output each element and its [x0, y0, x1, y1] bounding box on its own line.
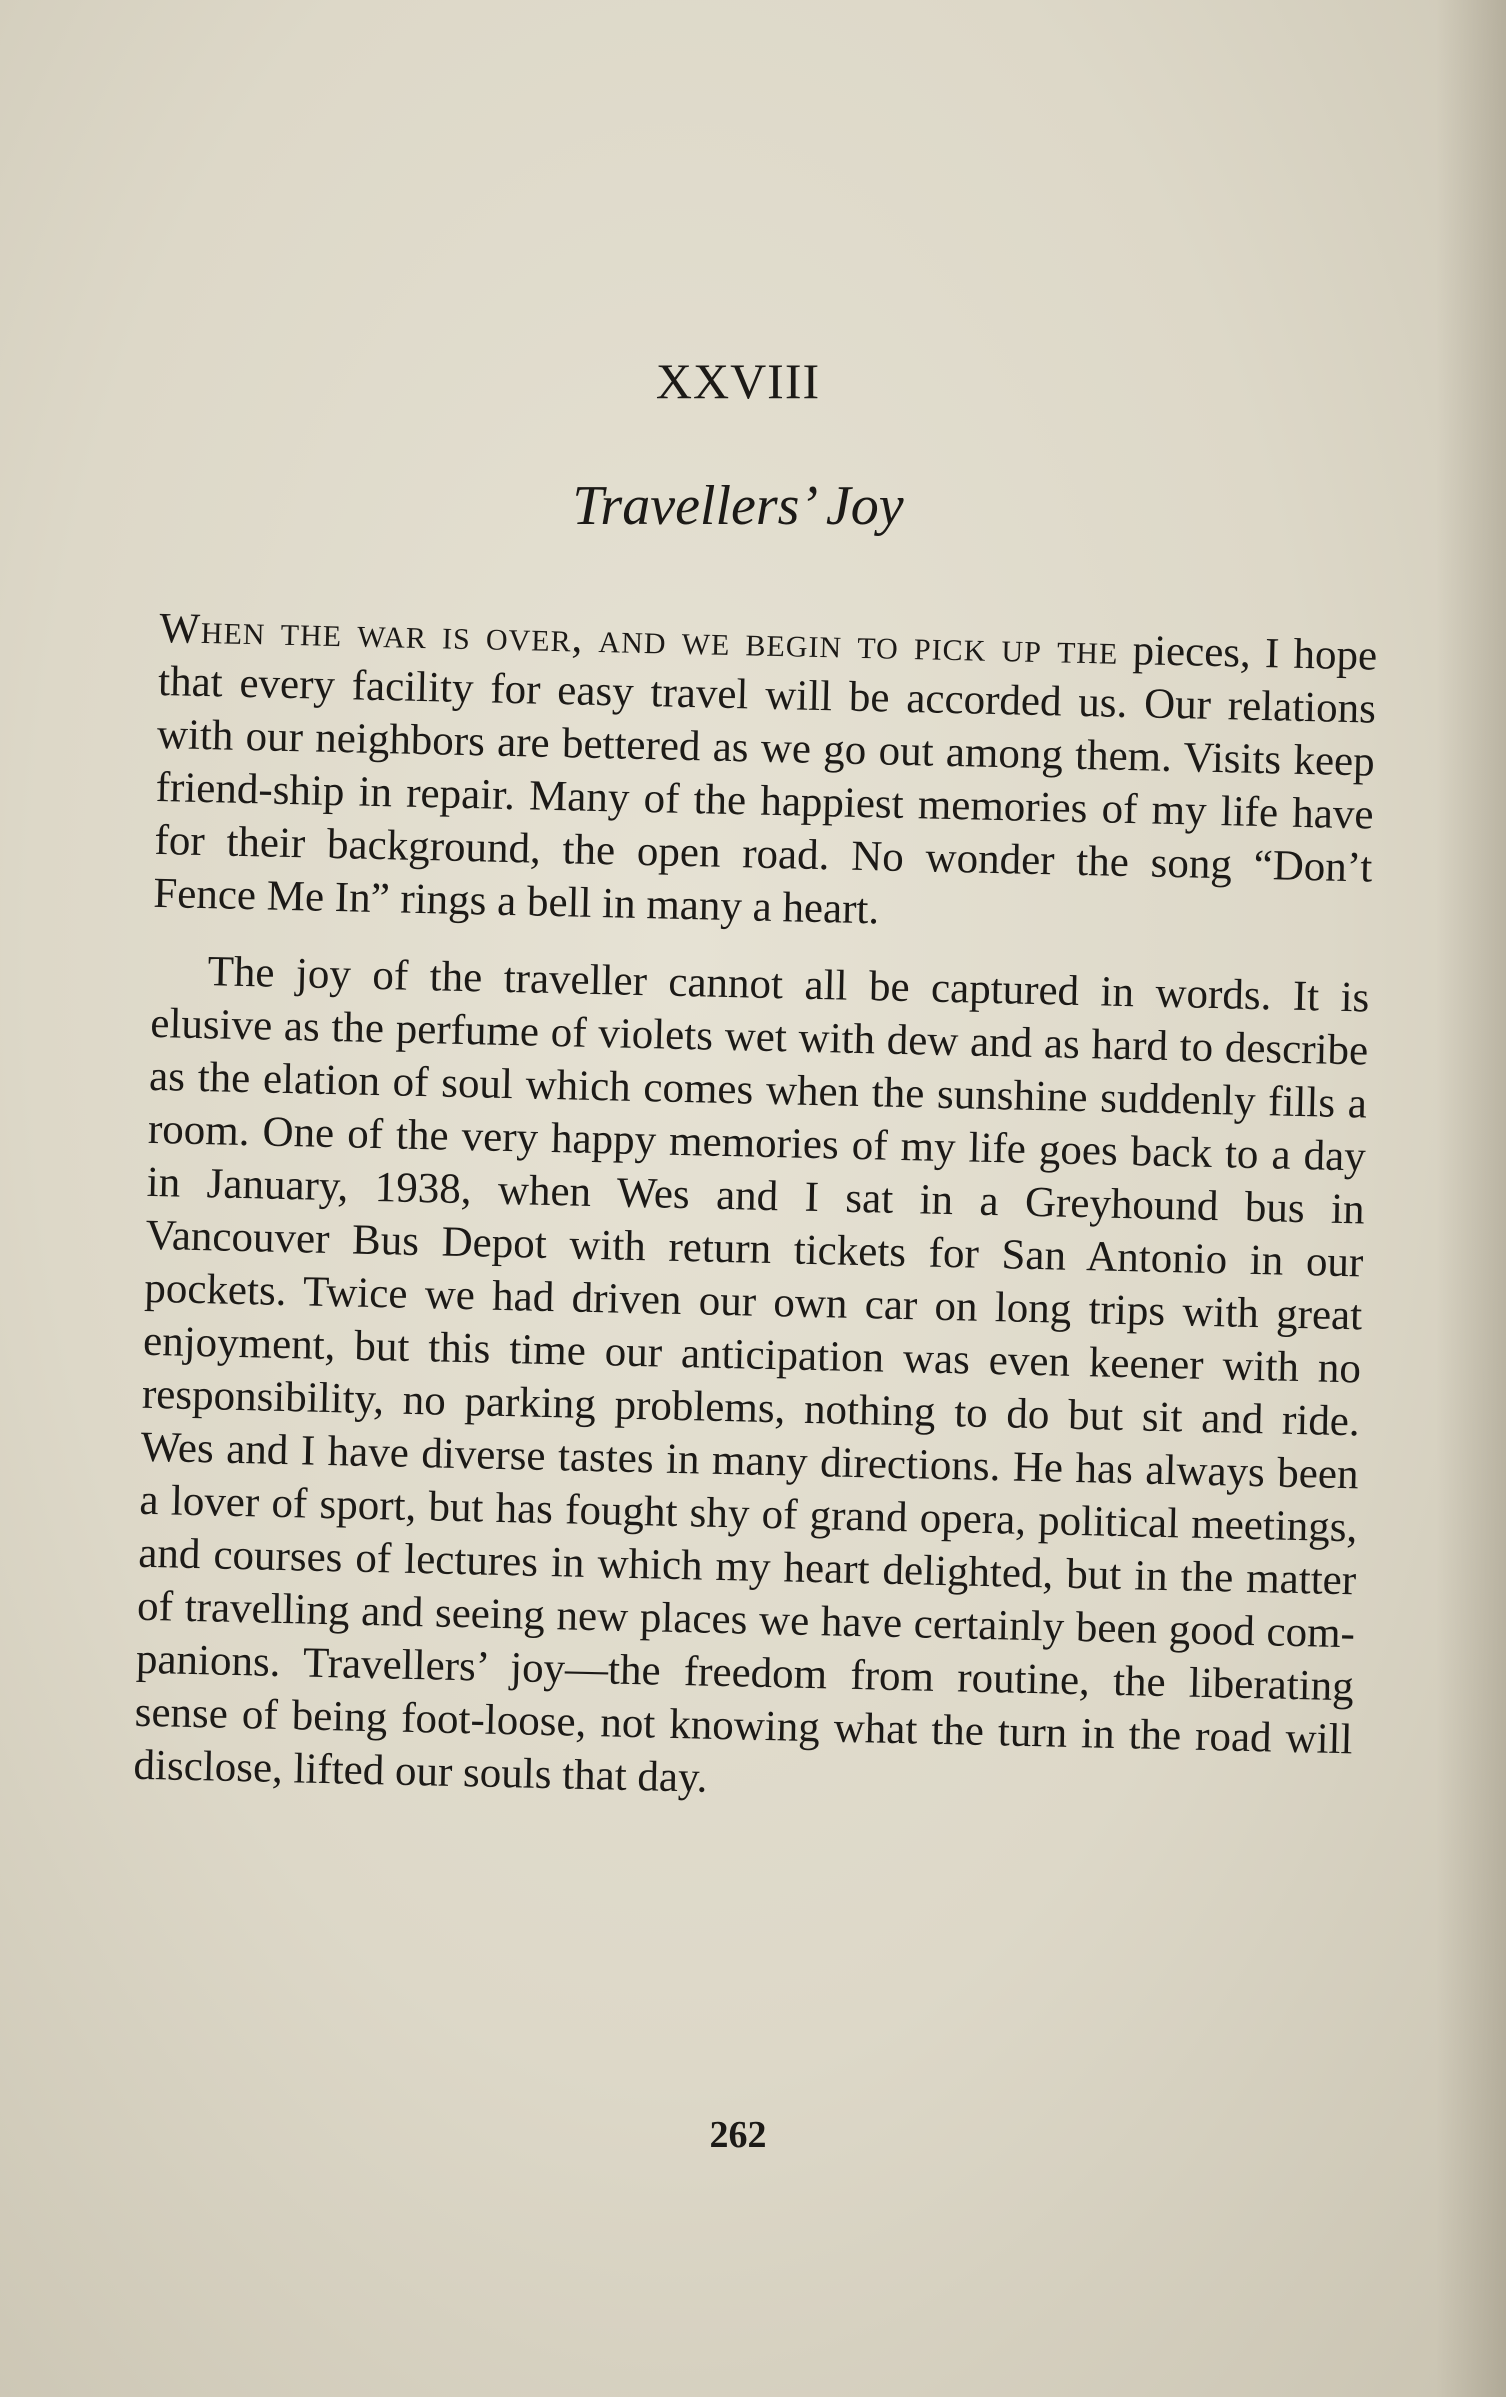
body-text	[133, 602, 1378, 1819]
paragraph-1-text: pieces, I hope that every facility for easy travel will be accorded us. Our relations with our neighbors are bettered as we go out among them. Visits keep friend-ship in repair. Many of the happiest memories of my life have for their background, the open road. No wonder the song “Don’t Fence Me In” rings a bell in many a heart.	[152, 626, 1378, 934]
paragraph-1	[153, 602, 1378, 948]
chapter-title: Travellers’ Joy	[572, 475, 904, 537]
paragraph-2: The joy of the traveller cannot all be captured in words. It is elusive as the perfume of violets wet with dew and as hard to describe as the elation of soul which comes when the sunshine suddenly fills a room. One of the very happy memories of my life goes back to a day in January, 1938, when Wes and I sat in a Greyhound bus in Vancouver Bus Depot with return tickets for San Antonio in our pockets. Twice we had driven our own car on long trips with great enjoyment, but this time our anticipation was even keener with no responsibility, no parking problems, nothing to do but sit and ride. Wes and I have diverse tastes in many directions. He has always been a lover of sport, but has fought shy of grand opera, political meetings, and courses of lectures in which my heart delighted, but in the matter of travelling and seeing new places we have certainly been good com-panions. Travellers’ joy—the freedom from routine, the liberating sense of being foot-loose, not knowing what the turn in the road will disclose, lifted our souls that day.	[133, 948, 1370, 1802]
chapter-number: XXVIII	[655, 353, 821, 409]
paragraph-1-lead-caps: When the war is over, and we begin to pick up the	[158, 604, 1119, 674]
page-number: 262	[709, 2114, 767, 2156]
